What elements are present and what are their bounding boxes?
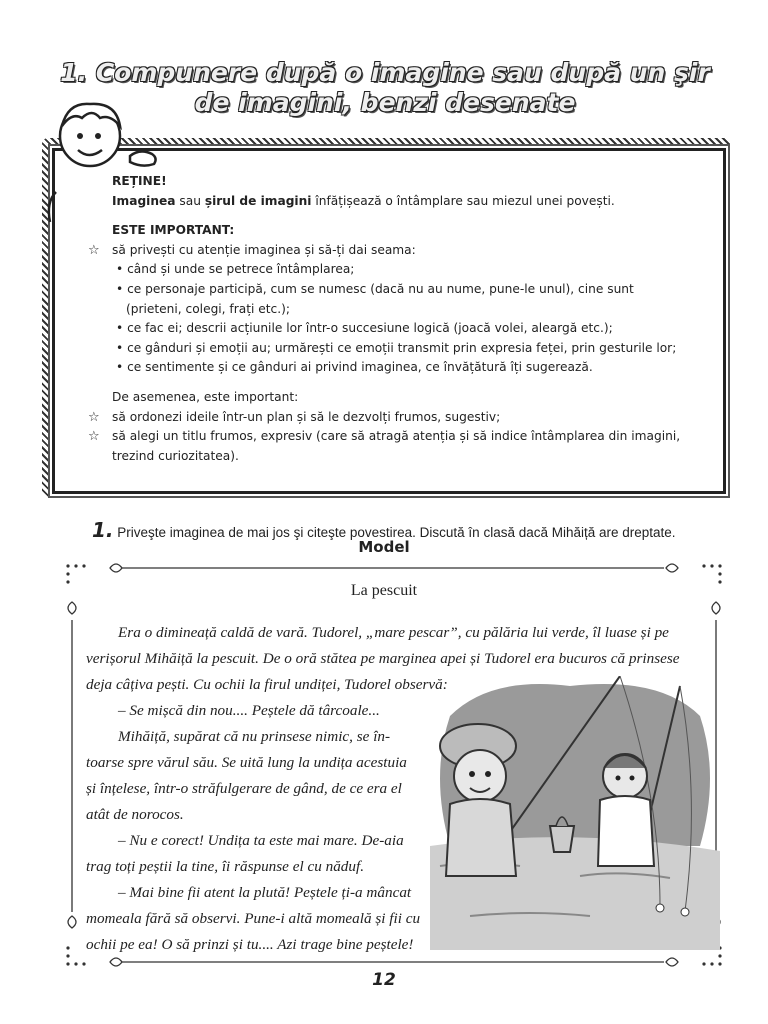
sub-item-characters-cont: (prieteni, colegi, frați etc.); [126,301,290,316]
story-line-5a: – Mai bine fii atent la plută! Peștele ți-a mâncat [118,884,412,901]
important-item-3-text: să alegi un titlu frumos, expresiv (care să atragă atenția și să indice întâmplarea din imagini, [112,429,681,444]
important-item-1-text: să privești cu atenție imaginea și să-ți dai seama: [112,242,416,257]
story-line-3a: Mihăiță, supărat că nu prinsese nimic, se în- [118,728,391,745]
retine-rest: înfățișează o întâmplare sau miezul unei povești. [311,193,615,208]
important-item-3 [88,427,712,447]
title-line-2: de imagini, benzi desenate [194,88,576,117]
story-line-5b: momeala fără să observi. Pune-i altă momeală și fii cu [86,910,421,927]
sub-item-emotions: • ce gânduri și emoții au; urmărești ce emoții transmit prin expresia feței, prin gesturile lor; [116,340,677,355]
sub-item-feelings: • ce sentimente și ce gânduri ai privind imaginea, ce învățătură îți sugerează. [116,360,593,375]
retine-heading: REȚINE! [112,174,167,188]
story-title: La pescuit [350,582,418,599]
exercise-text: Priveşte imaginea de mai jos şi citeşte povestirea. Discută în clasă dacă Mihăiță are dreptate. [117,525,676,540]
important-item-3-cont: trezind curiozitatea). [112,448,239,463]
story-line-3b: toarse spre vărul său. Se uită lung la undița acestuia [86,754,407,771]
retine-bold-1: Imaginea [112,193,176,208]
sub-item-actions: • ce fac ei; descrii acțiunile lor într-o succesiune logică (joacă volei, aleargă etc.); [116,321,613,336]
important-item-2 [88,408,712,428]
rules-text [88,172,712,466]
important-item-2-text: să ordonezi ideile într-un plan și să le dezvolți frumos, sugestiv; [112,409,501,424]
star-icon: ☆ [88,429,100,445]
retine-bold-2: șirul de imagini [204,193,312,208]
retine-mid: sau [175,193,205,208]
story-line-3d: atât de norocos. [86,806,184,823]
sub-item-when: • când și unde se petrece întâmplarea; [116,262,355,277]
story-line-5c: ochii pe ea! O să prinzi și tu.... Azi trage bine peștele! [86,936,414,953]
exercise-number: 1. [92,518,114,542]
story-paragraph-1: Era o dimineață caldă de vară. Tudorel, „mare pescar”, cu pălăria lui verde, îl luase și pe verișorul Mihăiță la pescuit. De o oră stătea pe marginea apei și Tudorel era bucuros că prinsese deja câțiva pești. Cu ochii la firul undiței, Tudorel observă: [86,624,680,693]
page-number: 12 [372,970,396,990]
retine-sentence [112,192,712,212]
star-icon: ☆ [88,242,100,258]
title-line-1: 1. Compunere după o imagine sau după un şir [60,58,710,87]
story-paragraph-2: – Se mișcă din nou.... Peștele dă târcoale... [118,702,380,719]
model-label: Model [358,538,410,556]
also-heading: De asemenea, este important: [112,389,299,404]
story-line-3c: și înțelese, într-o străfulgerare de gând, de ce era el [86,780,402,797]
story-line-4b: trag toți peștii la tine, îi răspunse el cu năduf. [86,858,365,875]
important-item-1 [88,241,712,261]
star-icon: ☆ [88,409,100,425]
fishing-boys-illustration [430,676,720,950]
important-heading: ESTE IMPORTANT: [112,223,235,238]
sub-item-characters: • ce personaje participă, cum se numesc (dacă nu au nume, pune-le unul), cine sunt [116,281,634,296]
story-line-4a: – Nu e corect! Undița ta este mai mare. De-aia [118,832,404,849]
